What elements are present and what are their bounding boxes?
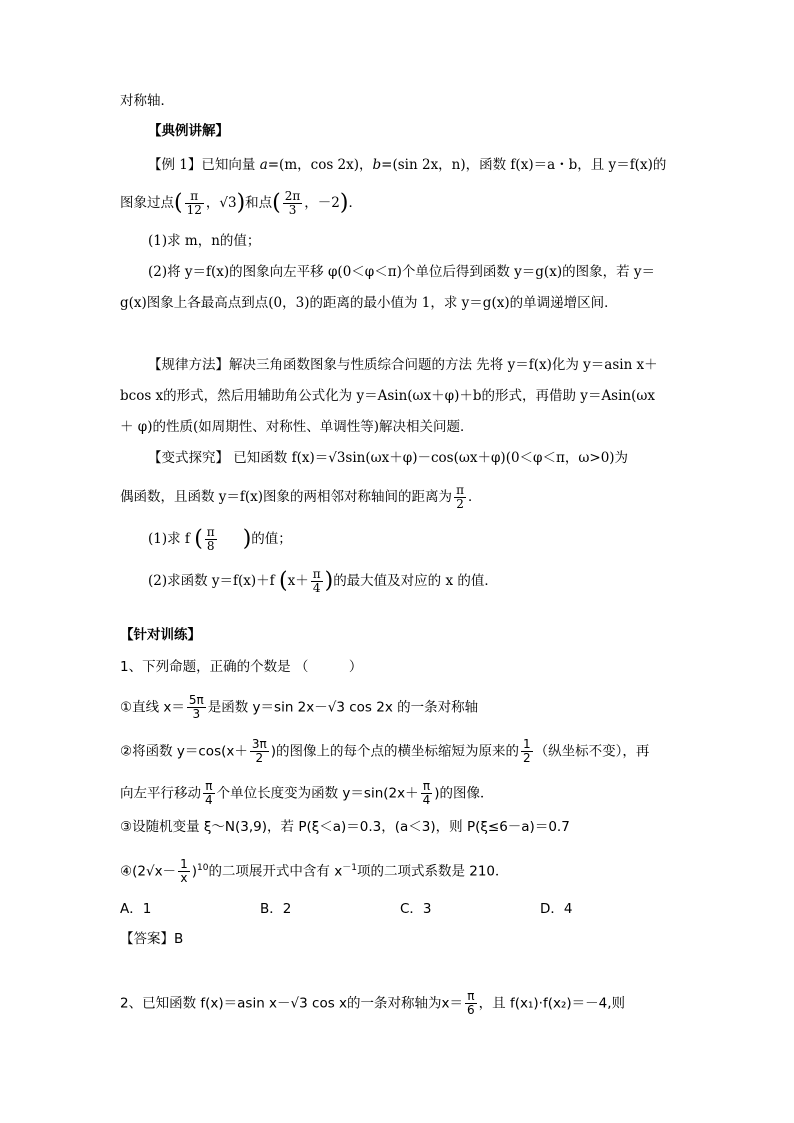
statement2-cont	[120, 780, 684, 807]
variant-line2	[120, 484, 684, 511]
close-paren: )	[242, 526, 252, 552]
text: g(x)图象上各最高点到点(0，3)的距离的最小值为 1，求 y＝g(x)的单调递增区间．	[120, 295, 618, 311]
variant-line1	[148, 449, 684, 467]
choice-b: B．2	[260, 901, 292, 917]
fraction-pi-6: $\frac{\pi}{6}$	[467, 989, 475, 1017]
example1-line1	[148, 156, 684, 174]
open-paren: (	[174, 190, 183, 216]
text: )的图像上的每个点的横坐标缩短为原来的	[270, 743, 519, 760]
example1-line2	[120, 190, 684, 217]
text: ，且 f(x₁)·f(x₂)＝－4,则	[478, 995, 626, 1012]
text: ＋ φ)的性质(如周期性、对称性、单调性等)解决相关问题．	[120, 419, 474, 435]
problem2	[120, 990, 684, 1017]
fraction-3pi-2: $\frac{3\pi}{2}$	[251, 737, 267, 765]
text: ②将函数 y＝cos(x＋	[120, 743, 248, 760]
text: ④	[120, 863, 133, 880]
fraction-1-x: $\frac{1}{x}$	[180, 857, 188, 885]
fraction-pi-4: $\frac{\pi}{4}$	[312, 567, 321, 595]
example-tag: 【例 1】	[148, 157, 202, 173]
text: x＋	[287, 573, 309, 589]
fraction-pi-4: $\frac{\pi}{4}$	[422, 779, 431, 807]
answer-text: 【答案】B	[120, 931, 184, 947]
problem1	[120, 658, 684, 676]
text: 的值；	[251, 531, 292, 547]
text: )的图像．	[434, 785, 494, 802]
fraction-pi-2: $\frac{\pi}{2}$	[456, 483, 464, 511]
text: ．	[467, 489, 482, 505]
text: 已知函数 f(x)＝√3sin(ωx＋φ)－cos(ωx＋φ)(0＜φ＜π，ω>0)为	[229, 450, 629, 466]
fraction-pi-8: $\frac{\pi}{8}$	[206, 525, 215, 553]
fraction-pi-12: $\frac{\pi}{12}$	[186, 189, 202, 217]
text: 解决三角函数图象与性质综合问题的方法 先将 y＝f(x)化为 y＝asin x＋	[229, 357, 658, 373]
close-paren: )	[236, 190, 246, 216]
statement3	[120, 818, 684, 836]
text: ，－2	[304, 195, 340, 211]
variant-question2	[148, 568, 684, 595]
answer-choices	[120, 900, 684, 918]
text: (1)求 m，n的值；	[148, 233, 261, 249]
text: 和点	[245, 195, 273, 211]
variant-tag: 【变式探究】	[148, 450, 229, 466]
statement2	[120, 738, 684, 765]
exponent: 10	[196, 863, 209, 873]
example1-question2	[148, 263, 684, 281]
text: (1)求 f	[148, 531, 195, 547]
text: (2)将 y＝f(x)的图象向左平移 φ(0＜φ＜π)个单位后得到函数 y＝g(x)的图象，若 y＝	[148, 264, 656, 280]
text: 向左平行移动	[120, 785, 201, 802]
section-heading-examples	[148, 122, 684, 140]
text: ③设随机变量 ξ～N(3,9)，若 P(ξ＜a)＝0.3，(a＜3)，则 P(ξ≤6－a)＝0.7	[120, 819, 570, 835]
close-paren: )	[339, 190, 349, 216]
choice-a: A．1	[120, 901, 152, 917]
text: (2√x－	[132, 863, 177, 880]
exponent: －1	[342, 863, 357, 873]
section-heading-training	[120, 626, 684, 644]
heading-text: 【针对训练】	[120, 627, 201, 643]
example1-question2-cont	[120, 294, 684, 312]
text: 2、已知函数 f(x)＝asin x－√3 cos x的一条对称轴为x＝	[120, 995, 464, 1012]
text: 项的二项式系数是 210．	[356, 863, 509, 880]
text: （纵坐标不变），再	[534, 743, 650, 760]
close-paren: )	[324, 568, 334, 594]
fraction-1-2: $\frac{1}{2}$	[523, 737, 531, 765]
vector-b: b	[372, 157, 382, 173]
text: =(sin 2x，n)，函数 f(x)＝a・b，且 y＝f(x)的	[381, 157, 667, 173]
text: 的二项展开式中含有 x	[208, 863, 343, 880]
text: 1、下列命题，正确的个数是 （ ）	[120, 659, 363, 675]
text: ，√3	[205, 195, 237, 211]
text: ．	[348, 195, 362, 211]
text: 是函数 y＝sin 2x－√3 cos 2x 的一条对称轴	[207, 699, 479, 716]
method-tag: 【规律方法】	[148, 357, 229, 373]
statement1	[120, 694, 684, 721]
answer	[120, 930, 684, 948]
text: )	[191, 863, 197, 880]
text: 已知向量	[201, 157, 260, 173]
choice-c: C．3	[400, 901, 432, 917]
text: 图象过点	[120, 195, 174, 211]
statement4	[120, 858, 684, 885]
vector-a: a	[259, 157, 268, 173]
fraction-2pi-3: $\frac{2\pi}{3}$	[284, 189, 301, 217]
fraction-5pi-3: $\frac{5\pi}{3}$	[188, 693, 204, 721]
example1-question1	[148, 232, 684, 250]
text: 偶函数，且函数 y＝f(x)图象的两相邻对称轴间的距离为	[120, 489, 453, 505]
variant-question1	[148, 526, 684, 553]
text-line	[120, 92, 684, 110]
open-paren: (	[278, 568, 288, 594]
text: ①直线 x＝	[120, 699, 185, 716]
text: 个单位长度变为函数 y＝sin(2x＋	[216, 785, 419, 802]
open-paren: (	[194, 526, 203, 552]
fraction-pi-4: $\frac{\pi}{4}$	[205, 779, 213, 807]
open-paren: (	[272, 190, 281, 216]
text: 的最大值及对应的 x 的值．	[333, 573, 498, 589]
text: (2)求函数 y＝f(x)＋f	[148, 573, 279, 589]
text: =(m，cos 2x)，	[267, 157, 373, 173]
choice-d: D．4	[540, 901, 573, 917]
method-line2	[120, 387, 684, 405]
method-line1	[148, 356, 684, 374]
method-line3	[120, 418, 684, 436]
heading-text: 【典例讲解】	[148, 123, 229, 139]
text: 对称轴．	[120, 93, 174, 109]
text: bcos x的形式，然后用辅助角公式化为 y＝Asin(ωx＋φ)＋b的形式，再借助 y＝Asin(ωx	[120, 388, 656, 404]
